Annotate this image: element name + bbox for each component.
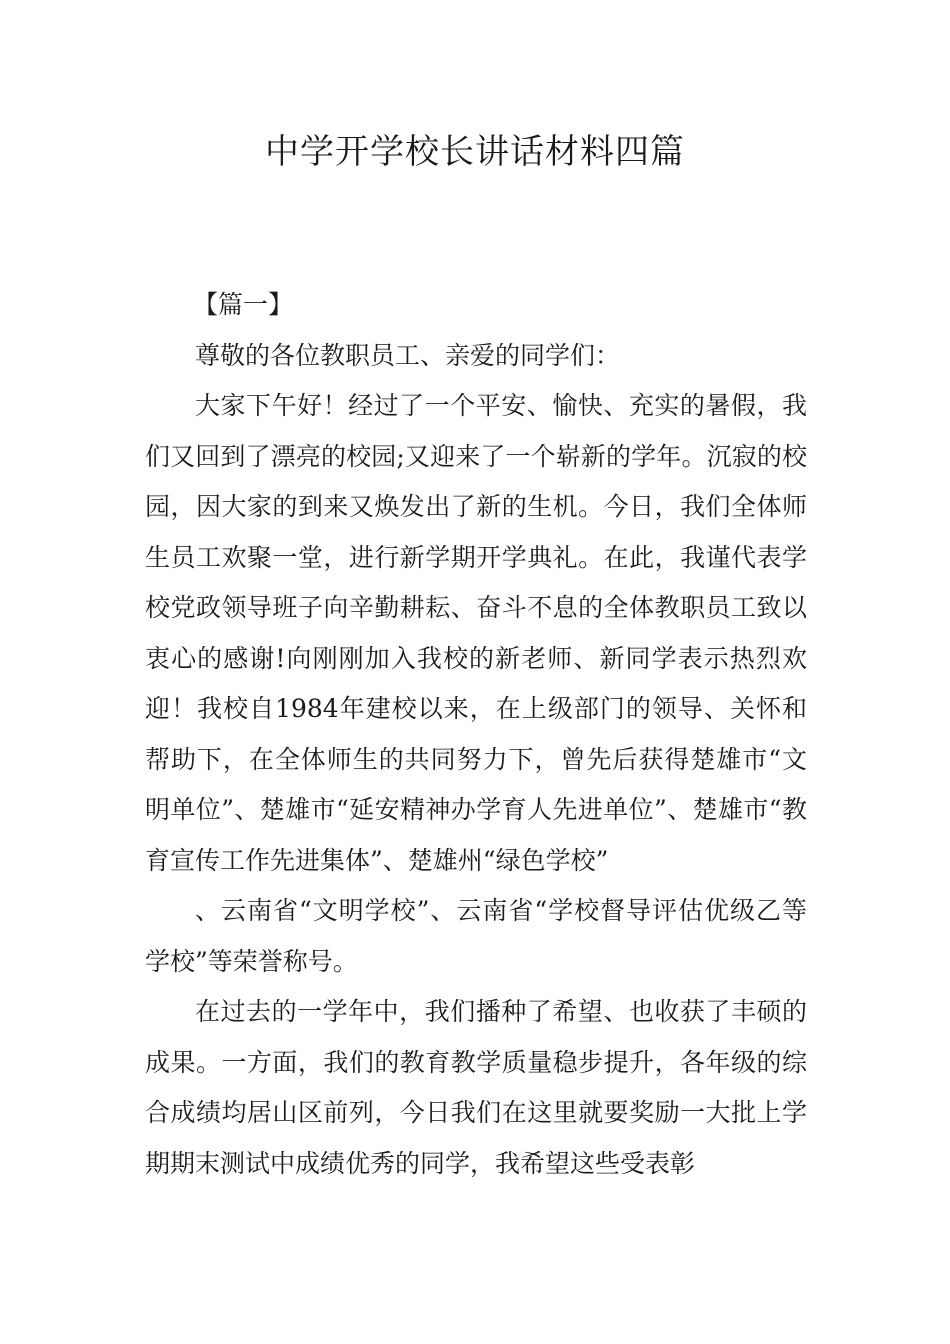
body-paragraph: 在过去的一学年中，我们播种了希望、也收获了丰硕的成果。一方面，我们的教育教学质量稳步提升，各年级的综合成绩均居山区前列，今日我们在这里就要奖励一大批上学期期末测试中成绩优秀的同学，我希望这些受表彰: [145, 997, 807, 1178]
document-title: 中学开学校长讲话材料四篇: [265, 132, 685, 172]
document-body: [145, 280, 807, 1189]
body-paragraph: 大家下午好！经过了一个平安、愉快、充实的暑假，我们又回到了漂亮的校园;又迎来了一个崭新的学年。沉寂的校园，因大家的到来又焕发出了新的生机。今日，我们全体师生员工欢聚一堂，进行新学期开学典礼。在此，我谨代表学校党政领导班子向辛勤耕耘、奋斗不息的全体教职员工致以衷心的感谢!向刚刚加入我校的新老师、新同学表示热烈欢迎！我校自1984年建校以来，在上级部门的领导、关怀和帮助下，在全体师生的共同努力下，曾先后获得楚雄市“文明单位”、楚雄市“延安精神办学育人先进单位”、楚雄市“教育宣传工作先进集体”、楚雄州“绿色学校”: [145, 391, 807, 875]
salutation-paragraph: 尊敬的各位教职员工、亲爱的同学们：: [195, 340, 621, 370]
section-label: 【篇一】: [193, 290, 294, 319]
body-paragraph: 、云南省“文明学校”、云南省“学校督导评估优级乙等学校”等荣誉称号。: [145, 896, 807, 976]
